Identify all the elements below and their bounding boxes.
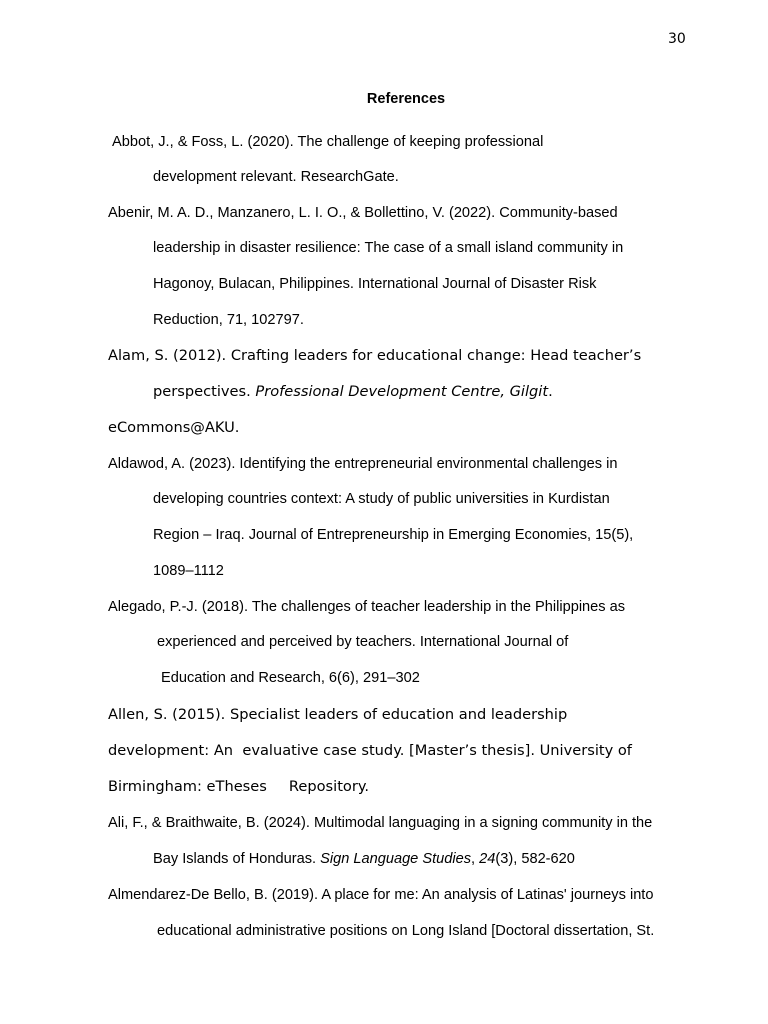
reference-alam-line-2 [153,383,553,401]
reference-ali-line-1: Ali, F., & Braithwaite, B. (2024). Multimodal languaging in a signing community in the [108,815,653,831]
reference-allen-repository: Repository. [288,778,370,795]
reference-abenir-line-2: leadership in disaster resilience: The case of a small island community in [153,240,624,256]
reference-alam-text: perspectives. [153,383,256,400]
reference-ali-pages: (3), 582-620 [495,851,575,867]
reference-ali-journal-italic: Sign Language Studies [320,851,472,867]
reference-alegado-line-2: experienced and perceived by teachers. International Journal of [157,634,569,650]
reference-almendarez-line-2: educational administrative positions on Long Island [Doctoral dissertation, St. [157,923,655,939]
reference-abenir-line-4: Reduction, 71, 102797. [153,312,304,328]
reference-alegado-line-1: Alegado, P.-J. (2018). The challenges of teacher leadership in the Philippines as [108,599,626,615]
reference-allen-line-3 [108,778,369,796]
reference-ali-text: Bay Islands of Honduras. [153,851,321,867]
reference-aldawod-line-1: Aldawod, A. (2023). Identifying the entrepreneurial environmental challenges in [108,456,618,472]
reference-almendarez-line-1: Almendarez-De Bello, B. (2019). A place for me: An analysis of Latinas' journeys into [108,887,654,903]
reference-ali-line-2 [153,850,575,868]
reference-aldawod-line-2: developing countries context: A study of public universities in Kurdistan [153,491,610,507]
reference-alam-period: . [548,383,553,400]
page-number: 30 [668,31,686,47]
page-title: References [366,91,446,107]
reference-abenir-line-1: Abenir, M. A. D., Manzanero, L. I. O., & Bollettino, V. (2022). Community-based [108,205,618,221]
reference-ali-sep: , [471,851,480,867]
reference-allen-publisher: Birmingham: eTheses [108,778,267,795]
reference-abbot-line-1: Abbot, J., & Foss, L. (2020). The challenge of keeping professional [112,134,544,150]
reference-alam-line-1: Alam, S. (2012). Crafting leaders for educational change: Head teacher’s [108,347,642,364]
reference-abbot-line-2: development relevant. ResearchGate. [153,169,399,185]
reference-alam-line-3: eCommons@AKU. [108,419,240,436]
reference-alegado-line-3: Education and Research, 6(6), 291–302 [161,670,420,686]
reference-aldawod-line-4: 1089–1112 [153,563,224,579]
reference-alam-source-italic: Professional Development Centre, Gilgit [255,383,549,400]
reference-aldawod-line-3: Region – Iraq. Journal of Entrepreneurship in Emerging Economies, 15(5), [153,527,634,543]
reference-abenir-line-3: Hagonoy, Bulacan, Philippines. International Journal of Disaster Risk [153,276,597,292]
reference-allen-line-1: Allen, S. (2015). Specialist leaders of education and leadership [108,706,568,723]
reference-ali-volume-italic: 24 [479,851,496,867]
reference-allen-line-2: development: An evaluative case study. [Master’s thesis]. University of [108,742,632,759]
